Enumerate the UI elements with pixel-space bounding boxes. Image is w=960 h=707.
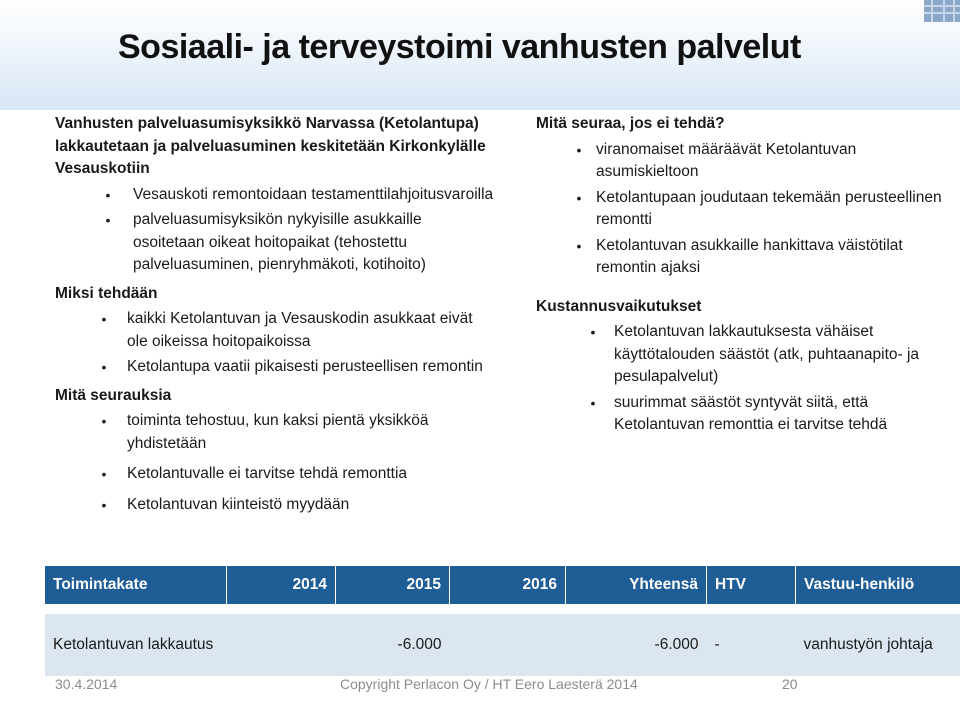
why-bullet-list — [55, 308, 495, 379]
why-heading: Miksi tehdään — [55, 284, 158, 302]
list-item: • palveluasumisyksikön nykyisille asukkaille osoitetaan oikeat hoitopaikat (tehostettu palveluasuminen, pienryhmäkoti, kotihoito) — [55, 209, 495, 277]
list-item: • Ketolantupa vaatii pikaisesti perusteellisen remontin — [55, 356, 495, 379]
footer-copyright: Copyright Perlacon Oy / HT Eero Laesterä 2014 — [340, 676, 638, 692]
corner-decoration — [924, 0, 960, 22]
bullet-icon: • — [105, 186, 111, 203]
col-header-total: Yhteensä — [566, 566, 707, 609]
intro-heading: Vanhusten palveluasumisyksikkö Narvassa (Ketolantupa) lakkautetaan ja palveluasuminen keskitetään Kirkonkylälle Vesauskotiin — [55, 115, 486, 177]
list-item: • Ketolantuvan asukkaille hankittava väistötilat remontin ajaksi — [536, 235, 946, 280]
col-header-owner: Vastuu-henkilö — [796, 566, 960, 609]
cell-name: Ketolantuvan lakkautus — [45, 609, 227, 676]
cell-2014 — [227, 609, 336, 676]
table-header-row — [45, 566, 960, 609]
list-item: • Ketolantuvan lakkautuksesta vähäiset käyttötalouden säästöt (atk, puhtaanapito- ja pesulapalvelut) — [536, 321, 946, 389]
col-header-2014: 2014 — [227, 566, 336, 609]
col-header-htv: HTV — [707, 566, 796, 609]
table-row — [45, 609, 960, 676]
bullet-icon: • — [101, 359, 107, 375]
bullet-icon: • — [101, 413, 107, 429]
list-item: • Ketolantuvan kiinteistö myydään — [55, 494, 495, 517]
list-item: • suurimmat säästöt syntyvät siitä, että Ketolantuvan remonttia ei tarvitse tehdä — [536, 392, 946, 437]
bullet-icon: • — [590, 394, 596, 411]
list-item: • Ketolantupaan joudutaan tekemään perusteellinen remontti — [536, 187, 946, 232]
list-item: • Vesauskoti remontoidaan testamenttilahjoitusvaroilla — [55, 184, 495, 207]
cell-total: -6.000 — [566, 609, 707, 676]
list-item: • kaikki Ketolantuvan ja Vesauskodin asukkaat eivät ole oikeissa hoitopaikoissa — [55, 308, 495, 353]
bullet-icon: • — [576, 237, 582, 254]
list-item: • viranomaiset määräävät Ketolantuvan asumiskieltoon — [536, 139, 946, 184]
bullet-icon: • — [101, 311, 107, 327]
consequence-bullet-list — [536, 139, 946, 280]
list-item: • Ketolantuvalle ei tarvitse tehdä remonttia — [55, 463, 495, 486]
cell-2016 — [450, 609, 566, 676]
cost-bullet-list — [536, 321, 946, 437]
cell-htv: - — [707, 609, 796, 676]
col-header-2016: 2016 — [450, 566, 566, 609]
col-header-toimintakate: Toimintakate — [45, 566, 227, 609]
cell-2015: -6.000 — [336, 609, 450, 676]
bullet-icon: • — [105, 212, 111, 228]
intro-bullet-list — [55, 184, 495, 277]
consequence-heading: Mitä seuraa, jos ei tehdä? — [536, 115, 725, 132]
bullet-icon: • — [101, 466, 107, 482]
list-item: • toiminta tehostuu, kun kaksi pientä yksikköä yhdistetään — [55, 410, 495, 455]
bullet-icon: • — [590, 324, 596, 340]
col-header-2015: 2015 — [336, 566, 450, 609]
cell-owner: vanhustyön johtaja — [796, 609, 960, 676]
slide-title: Sosiaali- ja terveystoimi vanhusten palvelut — [118, 28, 801, 66]
effects-bullet-list — [55, 410, 495, 516]
cost-heading: Kustannusvaikutukset — [536, 297, 702, 315]
page-number: 20 — [782, 676, 798, 692]
cost-table — [45, 566, 960, 676]
left-column — [55, 113, 495, 519]
bullet-icon: • — [576, 189, 582, 206]
bullet-icon: • — [576, 141, 582, 158]
effects-heading: Mitä seurauksia — [55, 386, 172, 404]
footer-date: 30.4.2014 — [55, 676, 118, 692]
bullet-icon: • — [101, 496, 107, 513]
right-column — [536, 113, 946, 440]
